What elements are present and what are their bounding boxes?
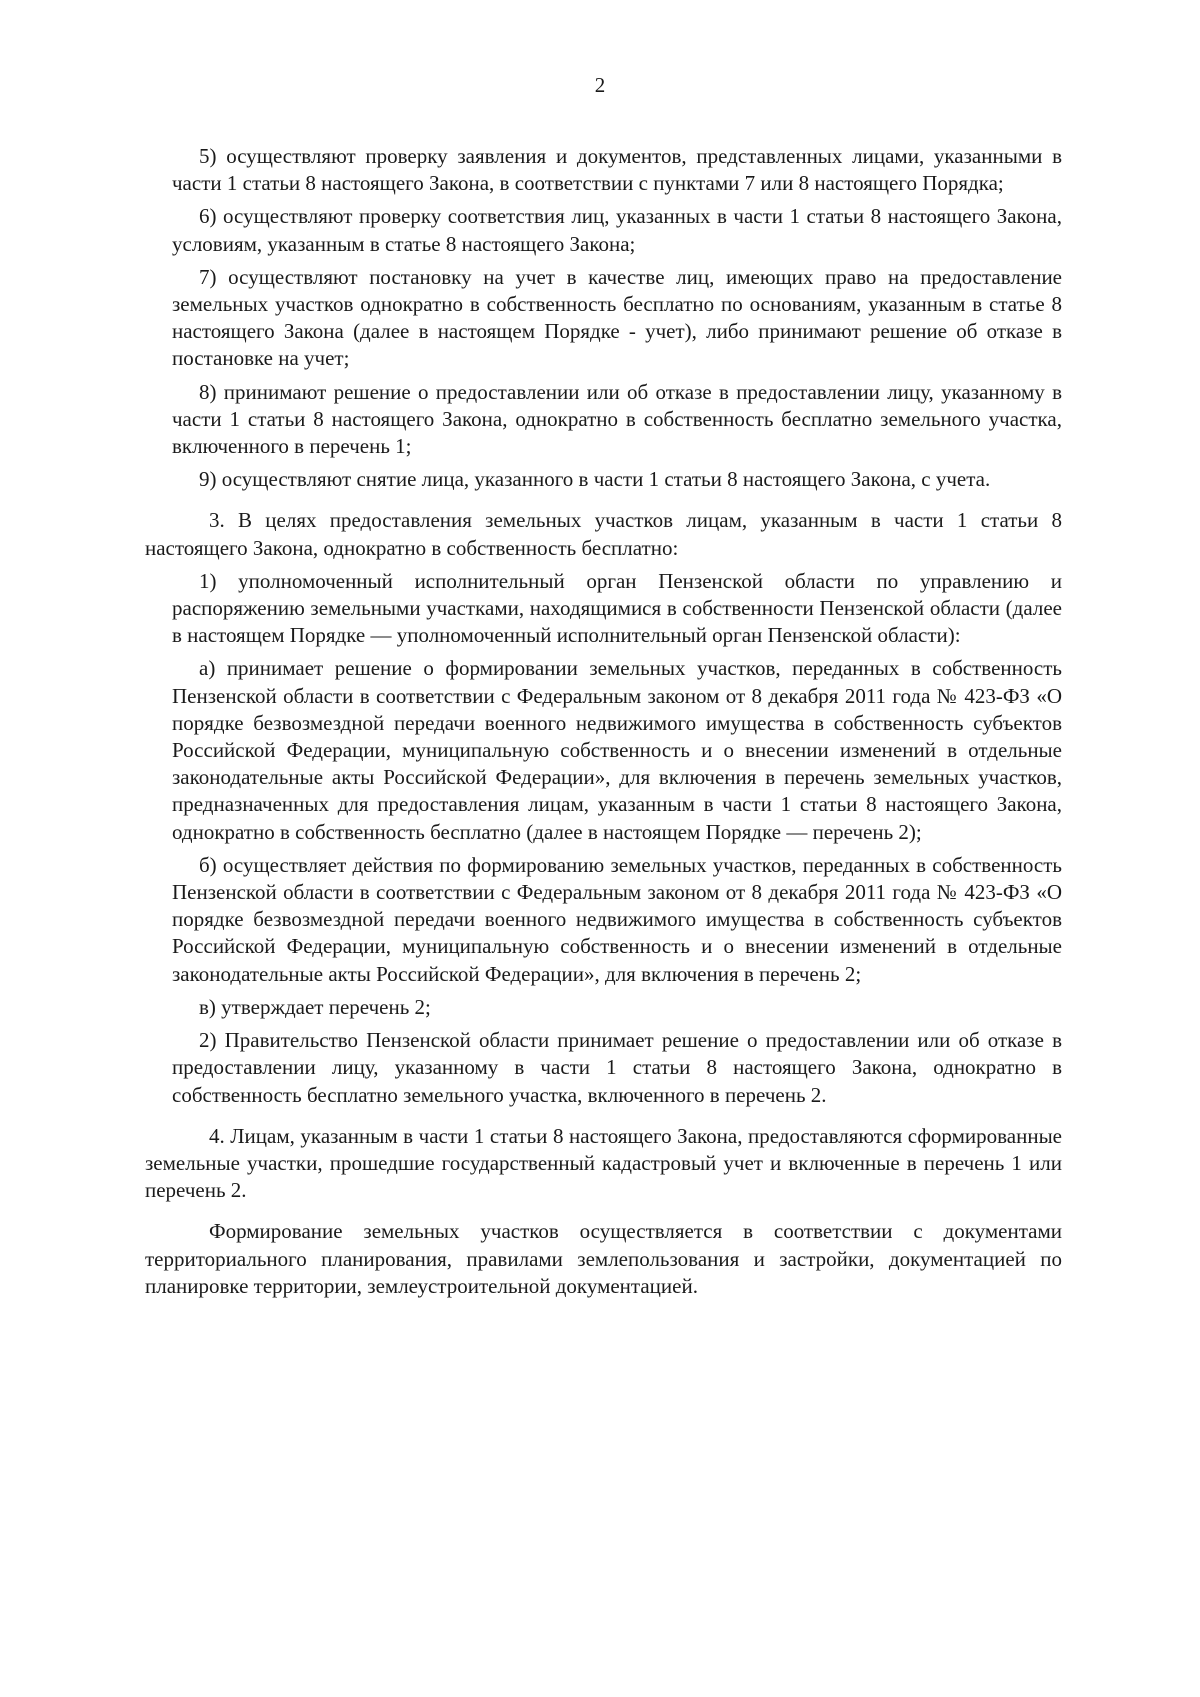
paragraph-item-8: 8) принимают решение о предоставлении или об отказе в предоставлении лицу, указанному в части 1 статьи 8 настоящего Закона, однократно в собственность бесплатно земельного участка, включенного в перечень 1; — [172, 379, 1062, 459]
paragraph-item-5: 5) осуществляют проверку заявления и документов, представленных лицами, указанными в части 1 статьи 8 настоящего Закона, в соответствии с пунктами 7 или 8 настоящего Порядка; — [172, 144, 1062, 196]
paragraph-subitem-1: 1) уполномоченный исполнительный орган Пензенской области по управлению и распоряжению земельными участками, находящимися в собственности Пензенской области (далее в настоящем Порядке — уполномоченный исполнительный орган Пензенской области): — [172, 568, 1062, 648]
paragraph-item-9: 9) осуществляют снятие лица, указанного в части 1 статьи 8 настоящего Закона, с учета. — [199, 467, 991, 492]
paragraph-closing: Формирование земельных участков осуществляется в соответствии с документами территориального планирования, правилами землепользования и застройки, документацией по планировке территории, землеустроительной документацией. — [145, 1219, 1062, 1298]
paragraph-subitem-2: 2) Правительство Пензенской области принимает решение о предоставлении или об отказе в предоставлении лицу, указанному в части 1 статьи 8 настоящего Закона, однократно в собственность бесплатно земельного участка, включенного в перечень 2. — [172, 1028, 1062, 1107]
page-number: 2 — [594, 73, 606, 97]
paragraph-subitem-v: в) утверждает перечень 2; — [199, 994, 431, 1019]
paragraph-item-7: 7) осуществляют постановку на учет в качестве лиц, имеющих право на предоставление земельных участков однократно в собственность бесплатно по основаниям, указанным в статье 8 настоящего Закона (далее в настоящем Порядке - учет), либо принимают решение об отказе в постановке на учет; — [172, 264, 1062, 371]
paragraph-subitem-b: б) осуществляет действия по формированию земельных участков, переданных в собственность Пензенской области в соответствии с Федеральным законом от 8 декабря 2011 года № 423-ФЗ «О порядке безвозмездной передачи военного недвижимого имущества в собственность субъектов Российской Федерации, муниципальную собственность и о внесении изменений в отдельные законодательные акты Российской Федерации», для включения в перечень 2; — [172, 852, 1062, 986]
paragraph-section-3: 3. В целях предоставления земельных участков лицам, указанным в части 1 статьи 8 настоящего Закона, однократно в собственность бесплатно: — [145, 508, 1062, 560]
document-body — [145, 143, 1062, 1306]
paragraph-section-4: 4. Лицам, указанным в части 1 статьи 8 настоящего Закона, предоставляются сформированные земельные участки, прошедшие государственный кадастровый учет и включенные в перечень 1 или перечень 2. — [145, 1123, 1062, 1203]
paragraph-subitem-a: а) принимает решение о формировании земельных участков, переданных в собственность Пензенской области в соответствии с Федеральным законом от 8 декабря 2011 года № 423-ФЗ «О порядке безвозмездной передачи военного недвижимого имущества в собственность субъектов Российской Федерации, муниципальную собственность и о внесении изменений в отдельные законодательные акты Российской Федерации», для включения в перечень земельных участков, предназначенных для предоставления лицам, указанным в части 1 статьи 8 настоящего Закона, однократно в собственность бесплатно (далее в настоящем Порядке — перечень 2); — [172, 656, 1062, 844]
paragraph-item-6: 6) осуществляют проверку соответствия лиц, указанных в части 1 статьи 8 настоящего Закона, условиям, указанным в статье 8 настоящего Закона; — [172, 204, 1062, 256]
